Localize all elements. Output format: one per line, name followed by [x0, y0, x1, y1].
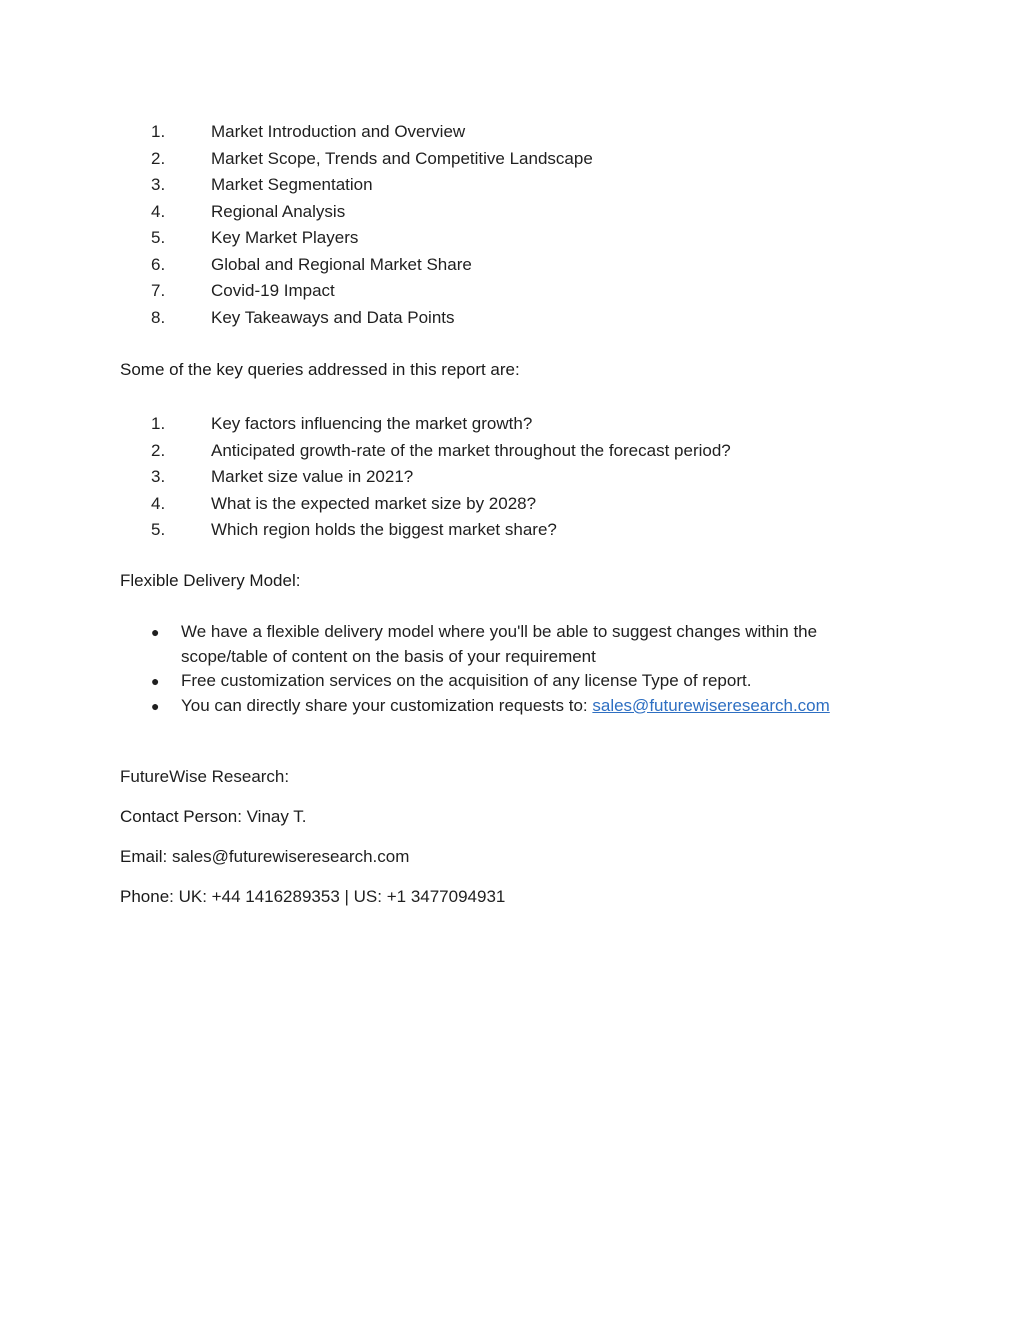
bullet-text: You can directly share your customization requests to: — [181, 695, 593, 715]
toc-item-number: 4. — [151, 201, 166, 221]
bullet-text: Free customization services on the acquisition of any license Type of report. — [181, 671, 752, 690]
query-item-text: What is the expected market size by 2028? — [211, 493, 537, 513]
toc-item-number: 8. — [151, 307, 166, 327]
phone-label: Phone — [120, 887, 170, 906]
bullet-text: We have a flexible delivery model where you'll be able to suggest changes within the scope/table of content on the basis of your requirement — [181, 622, 818, 666]
query-item-number: 2. — [151, 440, 166, 460]
contact-person-line — [120, 807, 307, 827]
toc-item-text: Regional Analysis — [211, 201, 346, 221]
toc-item-text: Market Introduction and Overview — [211, 122, 466, 141]
query-item-number: 3. — [151, 467, 166, 486]
toc-item-text: Key Takeaways and Data Points — [211, 307, 455, 327]
contact-person-value: : Vinay T. — [237, 807, 307, 826]
toc-item-number: 7. — [151, 281, 166, 300]
toc-item-number: 1. — [151, 122, 166, 141]
contact-person-label: Contact Person — [120, 807, 238, 826]
queries-heading: Some of the key queries addressed in this report are: — [120, 360, 520, 379]
bullet-text-with-link — [181, 694, 881, 719]
email-line — [120, 847, 409, 867]
bullet-icon: ● — [151, 697, 160, 714]
bullet-item — [0, 620, 1024, 669]
toc-item-text: Market Scope, Trends and Competitive Landscape — [211, 148, 593, 168]
toc-item-number: 2. — [151, 148, 166, 168]
toc-item-number: 3. — [151, 175, 166, 194]
toc-item-text: Covid-19 Impact — [211, 281, 335, 300]
delivery-heading: Flexible Delivery Model: — [120, 571, 301, 590]
query-item-text: Market size value in 2021? — [211, 467, 414, 486]
query-item-number: 1. — [151, 414, 166, 433]
email-label: Email — [120, 847, 163, 866]
query-item-text: Which region holds the biggest market share? — [211, 520, 557, 539]
query-item-text: Anticipated growth-rate of the market throughout the forecast period? — [211, 440, 731, 460]
phone-value: : UK: +44 1416289353 | US: +1 3477094931 — [169, 887, 506, 906]
toc-item-text: Key Market Players — [211, 228, 359, 247]
query-item-text: Key factors influencing the market growth? — [211, 414, 533, 433]
bullet-icon: ● — [151, 673, 160, 689]
toc-item-number: 6. — [151, 254, 166, 274]
email-value: : sales@futurewiseresearch.com — [162, 847, 410, 866]
query-item-number: 4. — [151, 493, 166, 513]
toc-item-number: 5. — [151, 228, 166, 247]
bullet-item — [0, 669, 1024, 694]
toc-item-text: Market Segmentation — [211, 175, 373, 194]
phone-line — [120, 887, 505, 907]
bullet-icon: ● — [151, 624, 160, 640]
toc-item-text: Global and Regional Market Share — [211, 254, 472, 274]
email-link[interactable]: sales@futurewiseresearch.com — [592, 695, 830, 715]
company-name: FutureWise Research: — [120, 767, 290, 786]
query-item-number: 5. — [151, 520, 166, 539]
delivery-bullet-list — [0, 620, 1024, 718]
bullet-item — [0, 694, 1024, 719]
